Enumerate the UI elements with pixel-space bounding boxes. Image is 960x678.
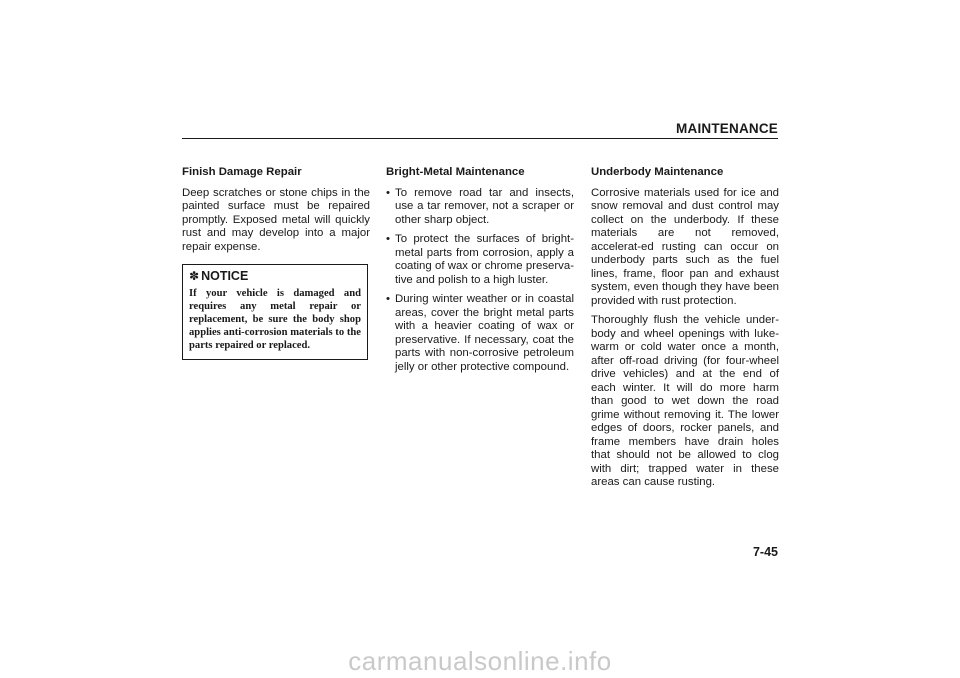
list-item-text: During winter weather or in coastal areas, cover the bright metal parts with a heavier coating of wax or preservative. If necessary, coat the parts with non-corrosive petroleum jelly or other protective compound. <box>395 293 574 373</box>
column-underbody-maintenance <box>591 166 779 496</box>
list-item <box>386 293 574 374</box>
list-item-text: To protect the surfaces of bright-metal parts from corrosion, apply a coating of wax or chrome preserva-tive and polish to a high luster. <box>395 233 574 286</box>
column-bright-metal-maintenance <box>386 166 574 380</box>
watermark: carmanualsonline.info <box>348 646 612 676</box>
bullet-icon: • <box>386 186 390 199</box>
page-number: 7-45 <box>752 545 778 559</box>
notice-text: If your vehicle is damaged and requires any metal repair or replacement, be sure the body shop applies anti-corrosion materials to the parts repaired or replaced. <box>189 287 361 352</box>
paragraph-underbody-1: Corrosive materials used for ice and snow removal and dust control may collect on the underbody. If these materials are not removed, accelerat-ed rusting can occur on underbody parts such as the fuel lines, frame, floor pan and exhaust system, even though they have been provided with rust protection. <box>591 186 779 307</box>
bullet-icon: • <box>386 293 390 305</box>
heading-bright-metal-maintenance: Bright-Metal Maintenance <box>386 166 525 178</box>
paragraph-underbody-2: Thoroughly flush the vehicle under-body and wheel openings with luke-warm or cold water once a month, after off-road driving (for four-wheel drive vehicles) and at the end of each winter. It will do more harm than good to wet down the road grime without removing it. The lower edges of doors, rocker panels, and frame members have drain holes that should not be allowed to clog with dirt; trapped water in these areas can cause rusting. <box>591 314 779 488</box>
heading-finish-damage-repair: Finish Damage Repair <box>182 166 302 178</box>
column-finish-damage-repair <box>182 166 370 360</box>
header-rule <box>182 138 778 139</box>
paragraph-finish-damage: Deep scratches or stone chips in the painted surface must be repaired promptly. Exposed metal will quickly rust and may develop into a major repair expense. <box>182 186 370 253</box>
bullet-icon: • <box>386 233 390 245</box>
notice-star-icon: ✽ <box>189 269 200 283</box>
notice-box <box>182 264 368 360</box>
bright-metal-bullet-list <box>386 187 574 375</box>
list-item-text: To remove road tar and insects, use a tar remover, not a scraper or other sharp object. <box>395 186 574 226</box>
list-item <box>386 187 574 228</box>
section-title: MAINTENANCE <box>676 121 778 136</box>
notice-title: NOTICE <box>201 269 249 283</box>
list-item <box>386 233 574 287</box>
heading-underbody-maintenance: Underbody Maintenance <box>591 166 724 178</box>
notice-header <box>189 270 361 284</box>
